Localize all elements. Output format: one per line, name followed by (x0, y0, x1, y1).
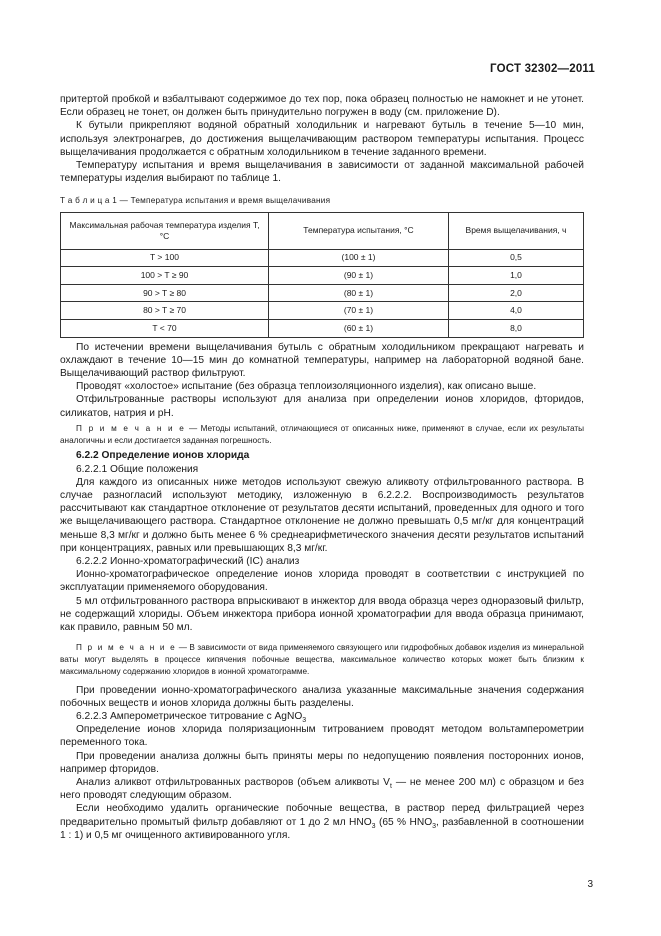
paragraph: Ионно-хроматографическое определение ионов хлорида проводят в соответствии с инструкцией по эксплуатации применяемого оборудования. (60, 569, 584, 594)
subsection-heading-text: 6.2.2.3 Амперометрическое титрование с AgNO (76, 711, 303, 723)
paragraph: Отфильтрованные растворы используют для анализа при определении ионов хлоридов, фторидов, силикатов, натрия и pH. (60, 394, 584, 419)
column-header-leach-time: Время выщелачивания, ч (449, 212, 584, 249)
paragraph: притертой пробкой и взбалтывают содержимое до тех пор, пока образец полностью не намокнет и не утонет. Если образец не тонет, он должен быть принудительно погружен в воду (см. приложение D). (60, 94, 584, 119)
paragraph: При проведении ионно-хроматографического анализа указанные максимальные значения содержания побочных веществ и ионов хлорида должны быть разделены. (60, 684, 584, 709)
table-cell: T > 100 (61, 249, 269, 267)
table-caption (60, 194, 584, 207)
table-row (61, 249, 584, 267)
table-caption-text: — Температура испытания и время выщелачивания (117, 196, 331, 206)
table-caption-label: Т а б л и ц а 1 (60, 196, 118, 206)
table-cell: T < 70 (61, 320, 269, 338)
note-label: П р и м е ч а н и е (76, 643, 177, 653)
note-text: — Методы испытаний, отличающиеся от описанных ниже, применяют в случае, если их результаты аналогичны и если достигается заданная погрешность. (60, 423, 584, 445)
paragraph: Проводят «холостое» испытание (без образца теплоизоляционного изделия), как описано выше. (76, 381, 537, 393)
table-cell: (90 ± 1) (269, 267, 449, 285)
paragraph-text: Если необходимо удалить органические побочные вещества, в раствор перед фильтрацией через предварительно промытый фильтр добавляют от 1 до 2 мл HNO (60, 803, 584, 828)
table-cell: 80 > T ≥ 70 (61, 302, 269, 320)
table-cell: 4,0 (449, 302, 584, 320)
table-cell: (80 ± 1) (269, 284, 449, 302)
paragraph: Для каждого из описанных ниже методов используют свежую аликвоту отфильтрованного раствора. В случае разногласий используют методику, изложенную в 6.2.2.2. Воспроизводимость результатов рассчитывают как стандартное отклонение от результатов десяти испытаний, проведенных для одного и того же выщелачивающего раствора. Стандартное отклонение не должно превышать 0,5 мг/кг для концентраций меньше 8,3 мг/кг и должно быть менее 6 % среднеарифметического значения десяти результатов испытаний при концентрациях, равных или превышающих 8,3 мг/кг. (60, 476, 584, 554)
subscript: 3 (371, 822, 376, 830)
subsection-heading (60, 710, 584, 723)
table-cell: 2,0 (449, 284, 584, 302)
table-cell: 0,5 (449, 249, 584, 267)
page-content (60, 93, 584, 842)
paragraph: К бутыли прикрепляют водяной обратный холодильник и нагревают бутыль в течение 5—10 мин, используя электронагрев, до достижения выщелачивающим раствором температуры испытания. Процесс выщелачивания продолжается с обратным холодильником в течение заданного времени. (60, 120, 584, 158)
paragraph (60, 802, 584, 842)
table-cell: 8,0 (449, 320, 584, 338)
table-row (61, 320, 584, 338)
paragraph-text: — не менее 200 мл) с образцом и без него проводят следующим образом. (60, 777, 584, 802)
table-cell: 100 > T ≥ 90 (61, 267, 269, 285)
subscript: 3 (432, 822, 437, 830)
subsection-heading: 6.2.2.1 Общие положения (76, 463, 199, 475)
paragraph: Определение ионов хлорида поляризационным титрованием проводят методом вольтамперометрии переменного тока. (60, 724, 584, 749)
column-header-test-temp: Температура испытания, °С (269, 212, 449, 249)
table-cell: (70 ± 1) (269, 302, 449, 320)
subsection-heading: 6.2.2.2 Ионно-хроматографический (IC) анализ (76, 556, 300, 568)
table-row (61, 267, 584, 285)
paragraph: По истечении времени выщелачивания бутыль с обратным холодильником прекращают нагревать и охлаждают в течение 10—15 мин до комнатной температуры, например на лабораторной водяной бане. Выщелачивающий раствор фильтруют. (60, 341, 584, 379)
table-cell: 1,0 (449, 267, 584, 285)
paragraph: При проведении анализа должны быть приняты меры по недопущению появления посторонних ионов, например фторидов. (60, 750, 584, 775)
table-cell: (100 ± 1) (269, 249, 449, 267)
table-row (61, 302, 584, 320)
paragraph-text: , разбавленной в соотношении 1 : 1) и 0,5 мг очищенного активированного угля. (60, 816, 584, 841)
paragraph-text: Анализ аликвот отфильтрованных растворов (объем аликвоты V (76, 777, 390, 789)
subscript: 3 (302, 717, 307, 725)
note-text: — В зависимости от вида применяемого связующего или гидрофобных добавок изделия из минеральной ваты могут выделять в процессе кипячения побочные вещества, максимальное количество которых может быть близким к максимальному содержанию хлоридов в ионной хроматограмме. (60, 643, 584, 676)
table-row (61, 284, 584, 302)
test-parameters-table (60, 212, 584, 338)
paragraph: 5 мл отфильтрованного раствора впрыскивают в инжектор для ввода образца через одноразовый фильтр, не содержащий хлориды. Объем инжектора прибора ионной хроматографии для ввода образца принимают, как правило, равным 50 мл. (60, 595, 584, 634)
section-heading: 6.2.2 Определение ионов хлорида (76, 450, 250, 462)
table-cell: (60 ± 1) (269, 320, 449, 338)
document-number: ГОСТ 32302—2011 (490, 63, 595, 75)
note (60, 423, 584, 447)
paragraph-text: (65 % HNO (375, 816, 433, 828)
table-cell: 90 > T ≥ 80 (61, 284, 269, 302)
subscript: t (389, 783, 392, 791)
paragraph: Температуру испытания и время выщелачивания в зависимости от заданной максимальной рабочей температуры изделия выбирают по таблице 1. (60, 160, 584, 185)
note (60, 642, 584, 677)
paragraph (60, 776, 584, 802)
table-header-row (61, 212, 584, 249)
page-number: 3 (587, 879, 593, 890)
note-label: П р и м е ч а н и е (76, 423, 186, 433)
column-header-max-temp: Максимальная рабочая температура изделия T, °С (61, 212, 269, 249)
